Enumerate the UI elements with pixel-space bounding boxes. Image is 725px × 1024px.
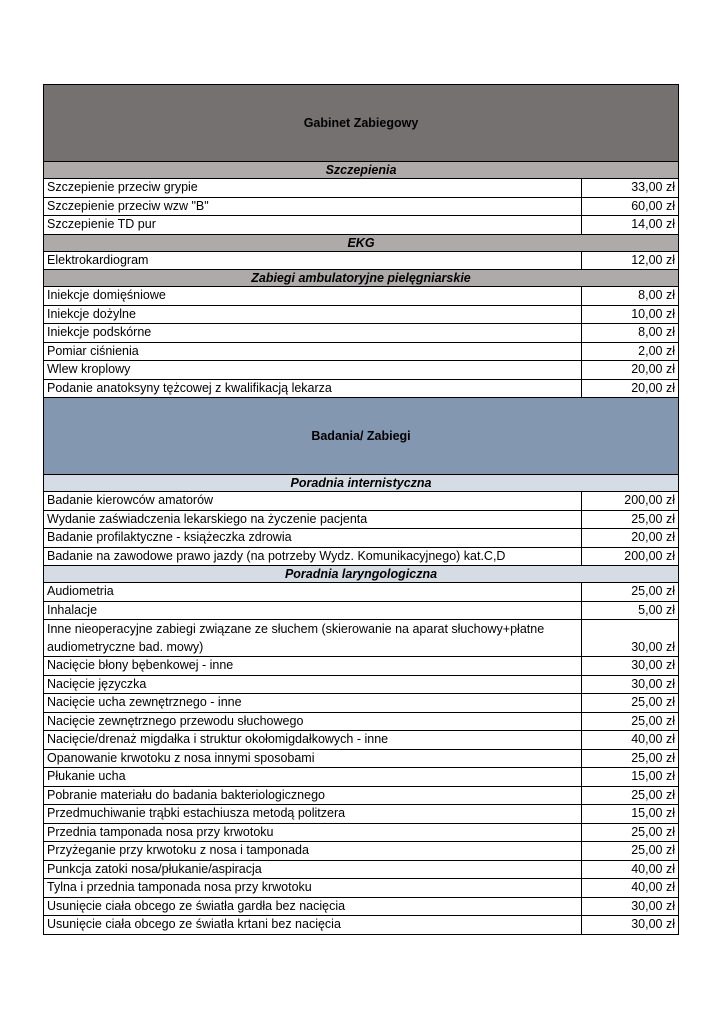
service-name: Przyżeganie przy krwotoku z nosa i tamponada [44, 842, 582, 861]
group-title: EKG [44, 234, 679, 251]
service-price: 200,00 zł [581, 547, 678, 566]
service-price: 33,00 zł [581, 179, 678, 198]
service-price: 2,00 zł [581, 342, 678, 361]
table-row [44, 860, 679, 879]
table-row [44, 823, 679, 842]
group-title: Zabiegi ambulatoryjne pielęgniarskie [44, 270, 679, 287]
service-name: Inhalacje [44, 601, 582, 620]
price-list-body [44, 85, 679, 935]
table-row [44, 492, 679, 511]
service-price: 30,00 zł [581, 657, 678, 676]
service-name: Szczepienie przeciw grypie [44, 179, 582, 198]
service-price: 20,00 zł [581, 529, 678, 548]
service-name: Badanie kierowców amatorów [44, 492, 582, 511]
service-name: Tylna i przednia tamponada nosa przy krwotoku [44, 879, 582, 898]
group-header-row [44, 162, 679, 179]
service-name: Wlew kroplowy [44, 361, 582, 380]
table-row [44, 786, 679, 805]
table-row [44, 657, 679, 676]
service-name: Przedmuchiwanie trąbki estachiusza metodą politzera [44, 805, 582, 824]
service-name: Punkcja zatoki nosa/płukanie/aspiracja [44, 860, 582, 879]
service-name: Iniekcje domięśniowe [44, 287, 582, 306]
table-row [44, 324, 679, 343]
table-row [44, 583, 679, 602]
table-row [44, 842, 679, 861]
table-row [44, 916, 679, 935]
service-name: Szczepienie TD pur [44, 216, 582, 235]
service-price: 25,00 zł [581, 842, 678, 861]
table-row [44, 342, 679, 361]
service-price: 25,00 zł [581, 510, 678, 529]
service-price: 40,00 zł [581, 879, 678, 898]
service-price: 25,00 zł [581, 712, 678, 731]
service-name: Wydanie zaświadczenia lekarskiego na życzenie pacjenta [44, 510, 582, 529]
service-name: Nacięcie zewnętrznego przewodu słuchowego [44, 712, 582, 731]
price-list-table [43, 84, 679, 935]
service-name: Badanie profilaktyczne - książeczka zdrowia [44, 529, 582, 548]
service-price: 30,00 zł [581, 916, 678, 935]
table-row [44, 675, 679, 694]
service-name: Iniekcje dożylne [44, 305, 582, 324]
service-name: Usunięcie ciała obcego ze światła gardła bez nacięcia [44, 897, 582, 916]
service-price: 20,00 zł [581, 361, 678, 380]
table-row [44, 197, 679, 216]
service-name: Iniekcje podskórne [44, 324, 582, 343]
service-name: Usunięcie ciała obcego ze światła krtani bez nacięcia [44, 916, 582, 935]
group-header-row [44, 475, 679, 492]
service-price: 8,00 zł [581, 287, 678, 306]
table-row [44, 379, 679, 398]
table-row [44, 179, 679, 198]
section-header-row [44, 85, 679, 162]
table-row [44, 712, 679, 731]
service-price: 25,00 zł [581, 749, 678, 768]
service-price: 15,00 zł [581, 768, 678, 787]
section-title: Badania/ Zabiegi [44, 398, 679, 475]
service-price: 8,00 zł [581, 324, 678, 343]
service-name: Nacięcie/drenaż migdałka i struktur okołomigdałkowych - inne [44, 731, 582, 750]
section-header-row [44, 398, 679, 475]
service-name: Audiometria [44, 583, 582, 602]
group-title: Poradnia laryngologiczna [44, 566, 679, 583]
service-price: 30,00 zł [581, 675, 678, 694]
table-row [44, 879, 679, 898]
table-row [44, 620, 679, 657]
service-price: 30,00 zł [581, 897, 678, 916]
service-name: Przednia tamponada nosa przy krwotoku [44, 823, 582, 842]
service-name: Inne nieoperacyjne zabiegi związane ze słuchem (skierowanie na aparat słuchowy+płatne audiometryczne bad. mowy) [44, 620, 582, 657]
table-row [44, 731, 679, 750]
table-row [44, 897, 679, 916]
table-row [44, 361, 679, 380]
table-row [44, 305, 679, 324]
table-row [44, 694, 679, 713]
service-price: 15,00 zł [581, 805, 678, 824]
group-header-row [44, 270, 679, 287]
service-price: 30,00 zł [581, 620, 678, 657]
service-price: 40,00 zł [581, 731, 678, 750]
service-price: 60,00 zł [581, 197, 678, 216]
service-price: 14,00 zł [581, 216, 678, 235]
service-name: Płukanie ucha [44, 768, 582, 787]
service-name: Pobranie materiału do badania bakteriologicznego [44, 786, 582, 805]
table-row [44, 768, 679, 787]
table-row [44, 601, 679, 620]
service-name: Pomiar ciśnienia [44, 342, 582, 361]
table-row [44, 529, 679, 548]
service-name: Nacięcie języczka [44, 675, 582, 694]
service-name: Podanie anatoksyny tężcowej z kwalifikacją lekarza [44, 379, 582, 398]
service-price: 5,00 zł [581, 601, 678, 620]
service-price: 25,00 zł [581, 694, 678, 713]
service-price: 40,00 zł [581, 860, 678, 879]
service-price: 25,00 zł [581, 583, 678, 602]
service-price: 25,00 zł [581, 786, 678, 805]
table-row [44, 510, 679, 529]
table-row [44, 251, 679, 270]
group-title: Poradnia internistyczna [44, 475, 679, 492]
service-name: Elektrokardiogram [44, 251, 582, 270]
group-header-row [44, 566, 679, 583]
service-name: Opanowanie krwotoku z nosa innymi sposobami [44, 749, 582, 768]
section-title: Gabinet Zabiegowy [44, 85, 679, 162]
service-price: 25,00 zł [581, 823, 678, 842]
service-name: Badanie na zawodowe prawo jazdy (na potrzeby Wydz. Komunikacyjnego) kat.C,D [44, 547, 582, 566]
service-name: Nacięcie ucha zewnętrznego - inne [44, 694, 582, 713]
group-title: Szczepienia [44, 162, 679, 179]
group-header-row [44, 234, 679, 251]
service-price: 200,00 zł [581, 492, 678, 511]
service-price: 10,00 zł [581, 305, 678, 324]
table-row [44, 749, 679, 768]
table-row [44, 216, 679, 235]
service-name: Nacięcie błony bębenkowej - inne [44, 657, 582, 676]
table-row [44, 547, 679, 566]
table-row [44, 805, 679, 824]
service-price: 12,00 zł [581, 251, 678, 270]
service-name: Szczepienie przeciw wzw "B" [44, 197, 582, 216]
table-row [44, 287, 679, 306]
service-price: 20,00 zł [581, 379, 678, 398]
